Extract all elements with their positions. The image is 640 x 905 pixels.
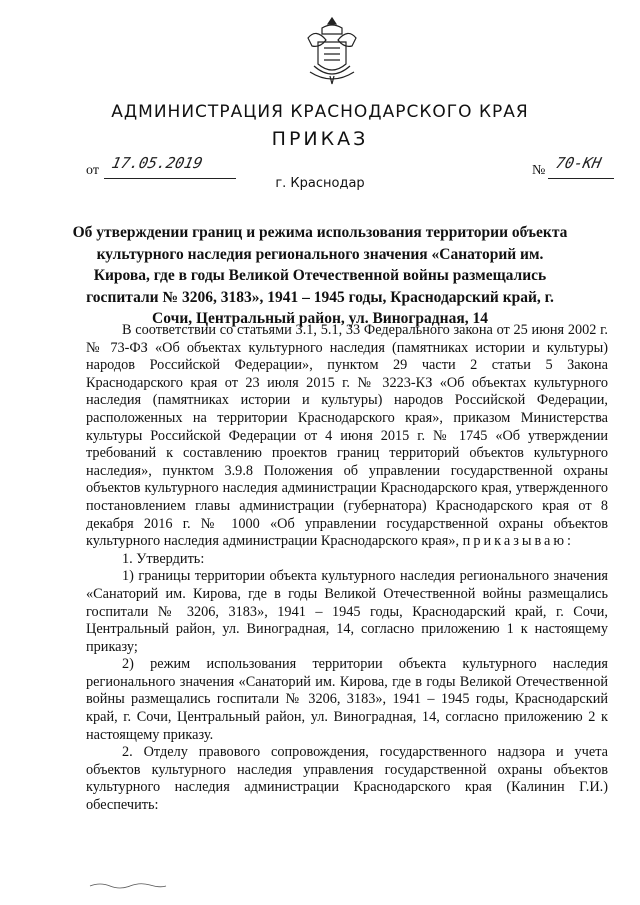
preamble-text: В соответствии со статьями 3.1, 5.1, 33 Федерального закона от 25 июня 2002 г. № 73-ФЗ «Об объектах культурного наследия (памятниках истории и культуры) народов Российской Федерации», пунктом 29 части 2 статьи 5 Закона Краснодарского края от 23 июля 2015 г. № 3223-КЗ «Об объектах культурного наследия (памятниках истории и культуры) народов Российской Федерации, расположенных на территории Краснодарского края», приказом Министерства культуры Российской Федерации от 4 июня 2015 г. № 1745 «Об утверждении требований к составлению проектов границ территорий объектов культурного наследия», пунктом 3.9.8 Положения об управлении государственной охраны объектов культурного наследия администрации Краснодарского края, утвержденного постановлением главы администрации (губернатора) Краснодарского края от 8 декабря 2016 г. № 1000 «Об управлении государственной охраны объектов культурного наследия администрации Краснодарского края», [86, 322, 608, 550]
clause-1-1: 1) границы территории объекта культурного наследия регионального значения «Санаторий им. Кирова, где в годы Великой Отечественной войны размещались госпитали № 3206, 3183», 1941 – 1945 годы, Краснодарский край, г. Сочи, Центральный район, ул. Виноградная, 14, согласно приложению 1 к настоящему приказу; [86, 568, 608, 655]
city-label: г. Краснодар [275, 176, 365, 191]
organization-title: АДМИНИСТРАЦИЯ КРАСНОДАРСКОГО КРАЯ [111, 102, 529, 122]
handwritten-date: 17.05.2019 [110, 154, 205, 172]
clause-1: 1. Утвердить: [122, 550, 205, 567]
coat-of-arms-emblem [300, 14, 364, 88]
clause-1-2: 2) режим использования территории объекта культурного наследия регионального значения «Санаторий им. Кирова, где в годы Великой Отечественной войны размещались госпитали № 3206, 3183», 1941 – 1945 годы, Краснодарский край, г. Сочи, Центральный район, ул. Виноградная, 14, согласно приложению 2 к настоящему приказу. [86, 656, 608, 743]
date-prefix: от [86, 163, 99, 178]
clause-2: 2. Отделу правового сопровождения, государственного надзора и учета объектов культурного наследия управления государственной охраны объектов культурного наследия администрации Краснодарского края (Калинин Г.И.) обеспечить: [86, 744, 608, 814]
order-verb: приказываю: [462, 533, 575, 550]
preamble-paragraph [86, 322, 608, 551]
number-prefix: № [532, 163, 546, 178]
handwritten-number: 70-КН [554, 154, 604, 172]
order-body [86, 322, 608, 815]
footer-mark [88, 880, 168, 890]
order-subject: Об утверждении границ и режима использования территории объекта культурного наследия регионального значения «Санаторий им. Кирова, где в годы Великой Отечественной войны размещались госпитали № 3206, 3183», 1941 – 1945 годы, Краснодарский край, г. Сочи, Центральный район, ул. Виноградная, 14 [72, 224, 568, 327]
document-type-title: ПРИКАЗ [271, 128, 369, 150]
